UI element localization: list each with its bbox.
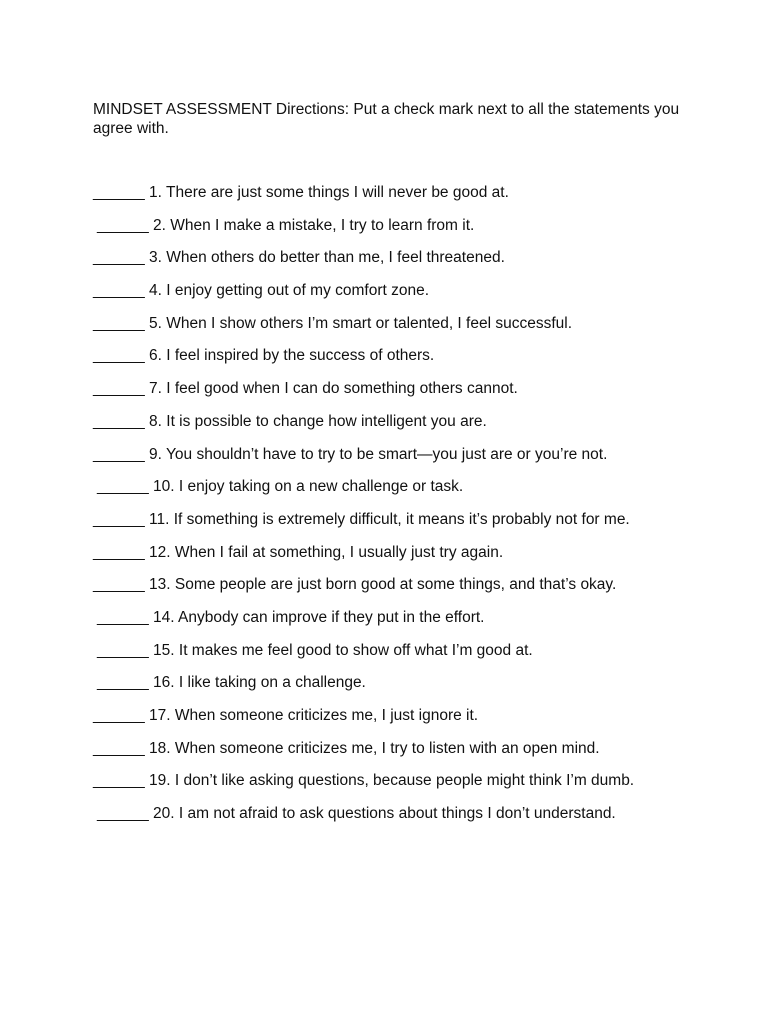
statement-item: ______ 16. I like taking on a challenge.	[97, 674, 366, 692]
statement-item: ______ 2. When I make a mistake, I try to learn from it.	[97, 216, 475, 234]
statement-item: ______ 20. I am not afraid to ask questions about things I don’t understand.	[97, 805, 616, 823]
statement-item: ______ 4. I enjoy getting out of my comfort zone.	[93, 282, 430, 300]
statement-item: ______ 3. When others do better than me, I feel threatened.	[93, 249, 505, 267]
statement-item: ______ 15. It makes me feel good to show off what I’m good at.	[97, 641, 533, 659]
statement-item: ______ 8. It is possible to change how intelligent you are.	[93, 412, 487, 430]
statement-item: ______ 11. If something is extremely difficult, it means it’s probably not for me.	[93, 510, 630, 528]
statement-item: ______ 10. I enjoy taking on a new challenge or task.	[97, 478, 464, 496]
statement-item: ______ 17. When someone criticizes me, I just ignore it.	[93, 707, 479, 724]
statement-item: ______ 6. I feel inspired by the success of others.	[93, 347, 435, 365]
statement-list	[93, 183, 733, 837]
directions-heading: MINDSET ASSESSMENT Directions: Put a check mark next to all the statements you agree with.	[93, 101, 680, 137]
statement-item: ______ 12. When I fail at something, I usually just try again.	[93, 543, 504, 561]
statement-item: ______ 7. I feel good when I can do something others cannot.	[93, 380, 518, 398]
statement-item: ______ 19. I don’t like asking questions, because people might think I’m dumb.	[93, 772, 635, 790]
statement-item: ______ 1. There are just some things I will never be good at.	[93, 184, 509, 201]
statement-item: ______ 18. When someone criticizes me, I try to listen with an open mind.	[93, 739, 600, 757]
statement-item: ______ 9. You shouldn’t have to try to be smart—you just are or you’re not.	[93, 445, 608, 463]
statement-item: ______ 5. When I show others I’m smart or talented, I feel successful.	[93, 314, 573, 332]
statement-item: ______ 13. Some people are just born good at some things, and that’s okay.	[93, 576, 617, 594]
statement-item: ______ 14. Anybody can improve if they put in the effort.	[97, 608, 485, 626]
